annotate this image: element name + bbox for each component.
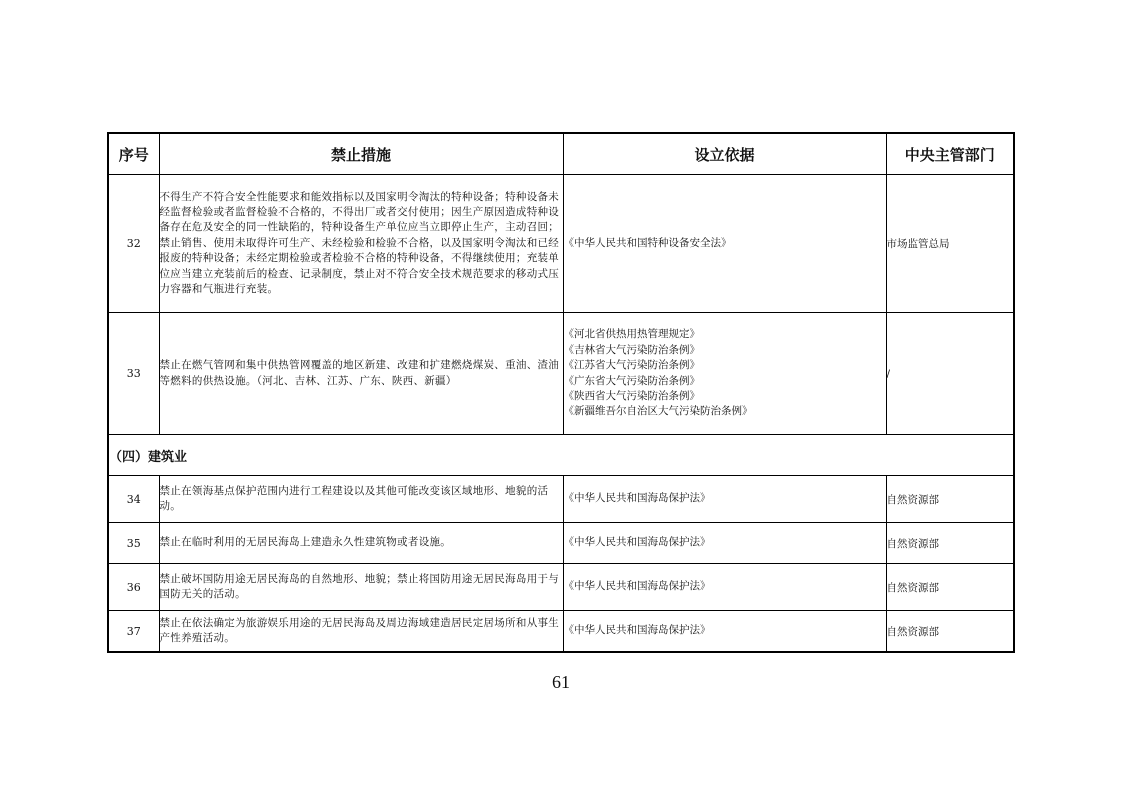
row-dept: 自然资源部	[886, 476, 1014, 523]
table-row	[108, 476, 1014, 523]
row-measure: 禁止在领海基点保护范围内进行工程建设以及其他可能改变该区域地形、地貌的活动。	[159, 476, 563, 523]
row-basis	[563, 313, 886, 435]
basis-law: 《吉林省大气污染防治条例》	[563, 343, 700, 356]
basis-law: 《中华人民共和国特种设备安全法》	[563, 236, 732, 249]
row-basis: 《中华人民共和国海岛保护法》	[563, 476, 886, 523]
basis-law: 《河北省供热用热管理规定》	[563, 328, 700, 341]
table-header-row	[108, 133, 1014, 175]
row-number: 35	[108, 523, 159, 564]
header-basis: 设立依据	[563, 133, 886, 175]
row-number: 34	[108, 476, 159, 523]
row-measure: 禁止在依法确定为旅游娱乐用途的无居民海岛及周边海域建造居民定居场所和从事生产性养殖活动。	[159, 611, 563, 653]
row-measure: 禁止在临时利用的无居民海岛上建造永久性建筑物或者设施。	[159, 523, 563, 564]
header-dept: 中央主管部门	[886, 133, 1014, 175]
row-dept: /	[886, 313, 1014, 435]
row-measure: 不得生产不符合安全性能要求和能效指标以及国家明令淘汰的特种设备；特种设备未经监督检验或者监督检验不合格的，不得出厂或者交付使用；因生产原因造成特种设备存在危及安全的同一性缺陷的，特种设备生产单位应当立即停止生产，主动召回；禁止销售、使用未取得许可生产、未经检验和检验不合格，以及国家明令淘汰和已经报废的特种设备；未经定期检验或者检验不合格的特种设备，不得继续使用；充装单位应当建立充装前后的检查、记录制度，禁止对不符合安全技术规范要求的移动式压力容器和气瓶进行充装。	[159, 175, 563, 313]
basis-law: 《新疆维吾尔自治区大气污染防治条例》	[563, 405, 753, 418]
row-basis	[563, 175, 886, 313]
basis-law: 《陕西省大气污染防治条例》	[563, 389, 700, 402]
row-number: 32	[108, 175, 159, 313]
section-row	[108, 435, 1014, 476]
row-measure: 禁止破坏国防用途无居民海岛的自然地形、地貌；禁止将国防用途无居民海岛用于与国防无关的活动。	[159, 564, 563, 611]
row-dept: 自然资源部	[886, 611, 1014, 653]
row-measure: 禁止在燃气管网和集中供热管网覆盖的地区新建、改建和扩建燃烧煤炭、重油、渣油等燃料的供热设施。（河北、吉林、江苏、广东、陕西、新疆）	[159, 313, 563, 435]
row-basis: 《中华人民共和国海岛保护法》	[563, 611, 886, 653]
table-row	[108, 564, 1014, 611]
row-number: 36	[108, 564, 159, 611]
row-basis: 《中华人民共和国海岛保护法》	[563, 564, 886, 611]
table-row	[108, 175, 1014, 313]
row-number: 33	[108, 313, 159, 435]
basis-law: 《江苏省大气污染防治条例》	[563, 359, 700, 372]
row-dept: 市场监管总局	[886, 175, 1014, 313]
basis-law: 《广东省大气污染防治条例》	[563, 374, 700, 387]
row-number: 37	[108, 611, 159, 653]
table-row	[108, 523, 1014, 564]
row-dept: 自然资源部	[886, 564, 1014, 611]
section-title: （四）建筑业	[108, 435, 1014, 476]
row-dept: 自然资源部	[886, 523, 1014, 564]
table-row	[108, 313, 1014, 435]
header-seq: 序号	[108, 133, 159, 175]
page-number: 61	[552, 672, 570, 692]
row-basis: 《中华人民共和国海岛保护法》	[563, 523, 886, 564]
table-row	[108, 611, 1014, 653]
prohibition-table	[107, 132, 1015, 653]
header-measure: 禁止措施	[159, 133, 563, 175]
